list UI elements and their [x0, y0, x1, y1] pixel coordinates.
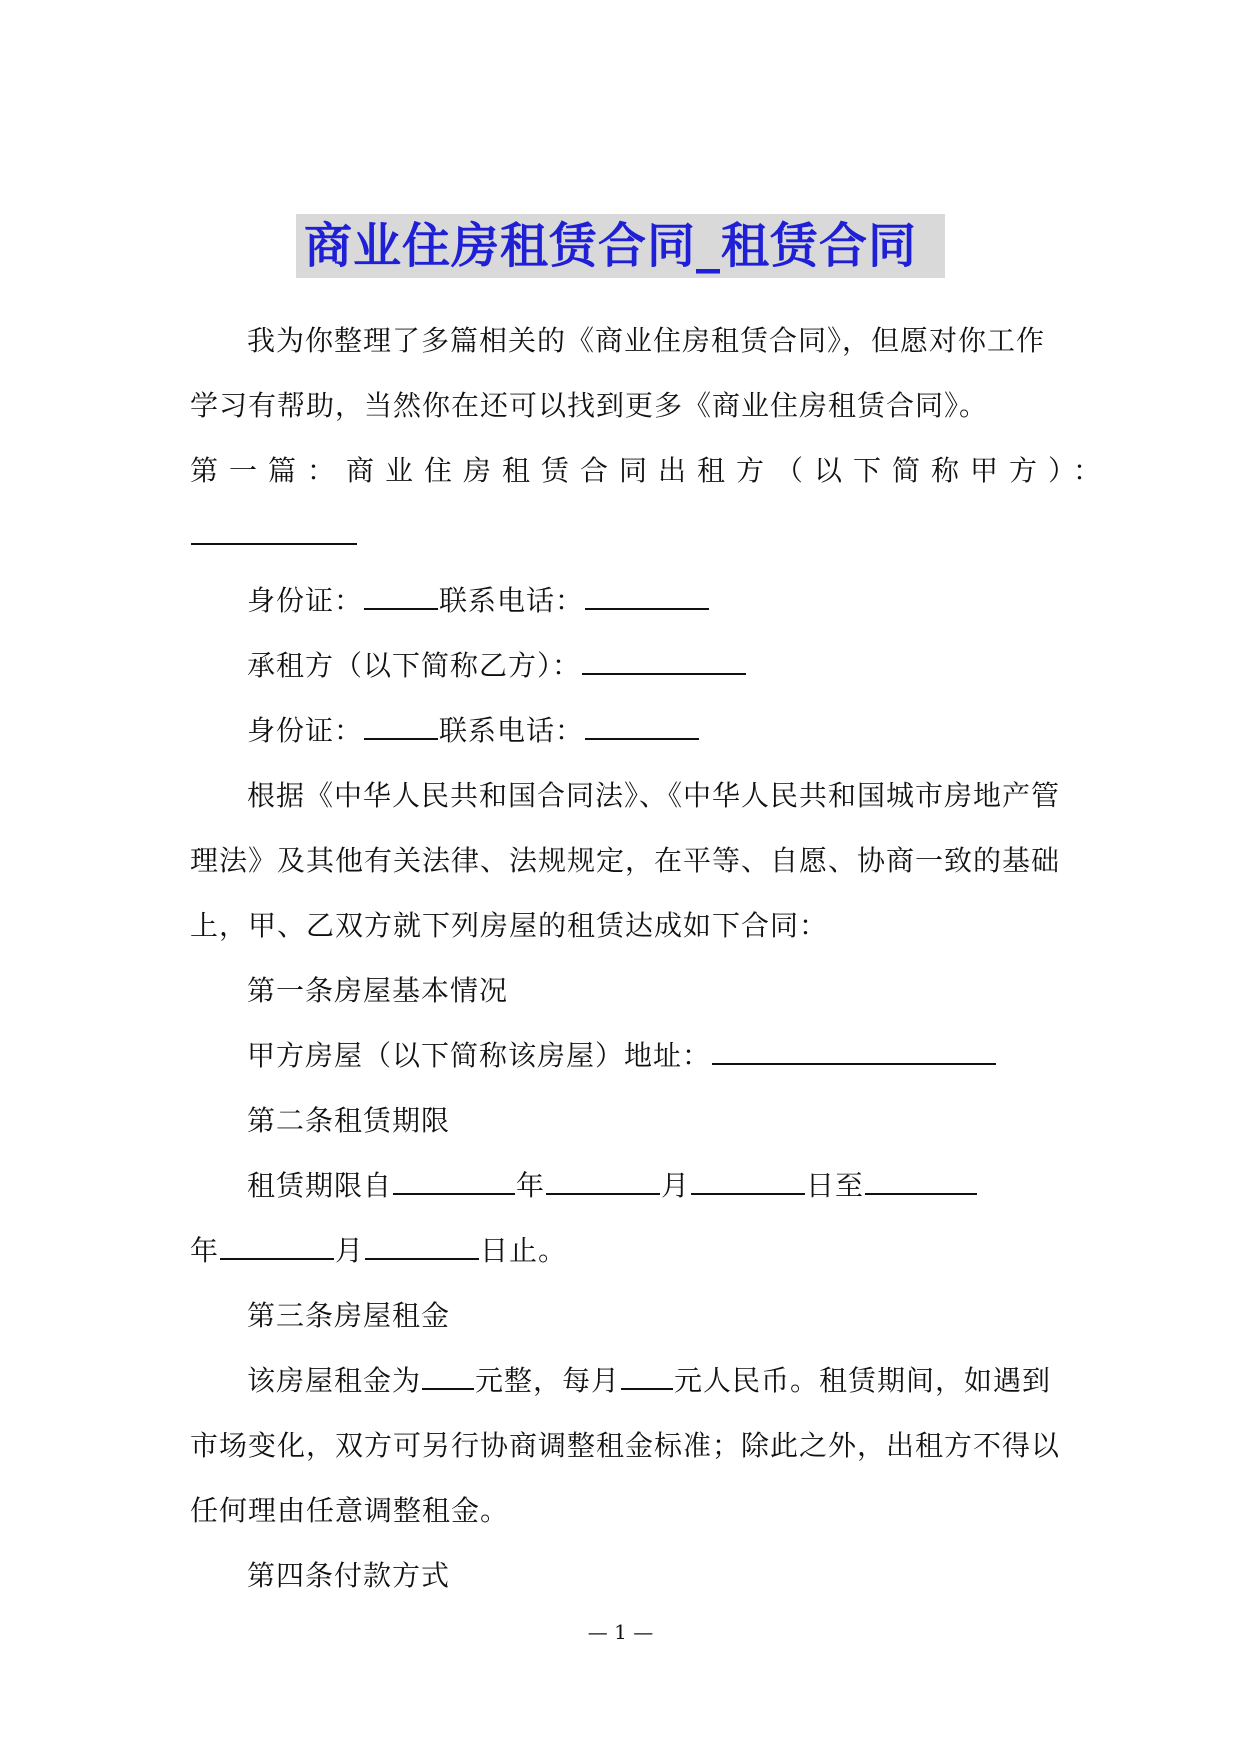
rent-total-blank — [422, 1356, 474, 1390]
lessee-name-blank — [582, 641, 746, 675]
article2-title-line — [190, 1096, 1058, 1161]
intro-text-2: 学习有帮助，当然你在还可以找到更多《商业住房租赁合同》。 — [190, 389, 989, 422]
basis-text-1: 根据《中华人民共和国合同法》、《中华人民共和国城市房地产管 — [247, 779, 1061, 812]
lessee-id-blank — [364, 706, 438, 740]
document-body — [190, 316, 1113, 1616]
document-title: 商业住房租赁合同_租赁合同 — [296, 214, 945, 278]
lessee-phone-blank — [585, 706, 699, 740]
end-month-blank — [220, 1226, 334, 1260]
intro-line-2 — [190, 381, 1058, 446]
rent-monthly-blank — [621, 1356, 673, 1390]
basis-line-3 — [190, 901, 1058, 966]
end-day-label: 日止。 — [480, 1234, 568, 1267]
end-year-label: 年 — [190, 1234, 220, 1267]
rent-text-a: 该房屋租金为 — [247, 1364, 422, 1397]
intro-line-1 — [190, 316, 1058, 381]
chapter-heading: 第一篇：商业住房租赁合同 — [190, 454, 659, 487]
article4-title: 第四条付款方式 — [247, 1559, 451, 1592]
start-month-blank — [546, 1161, 660, 1195]
address-blank — [712, 1031, 996, 1065]
article3-title: 第三条房屋租金 — [247, 1299, 451, 1332]
start-month-label: 月 — [661, 1169, 691, 1202]
rent-text-2: 市场变化，双方可另行协商调整租金标准；除此之外，出租方不得以 — [190, 1429, 1061, 1462]
basis-text-2: 理法》及其他有关法律、法规规定，在平等、自愿、协商一致的基础 — [190, 844, 1061, 877]
article4-title-line — [190, 1551, 1058, 1616]
term-from-label: 租赁期限自 — [247, 1169, 393, 1202]
lessor-id-label: 身份证： — [247, 584, 364, 617]
chapter-heading-line — [190, 446, 1113, 511]
basis-text-3: 上，甲、乙双方就下列房屋的租赁达成如下合同： — [190, 909, 829, 942]
lessor-phone-label: 联系电话： — [439, 584, 585, 617]
lessor-id-line — [190, 576, 1058, 641]
term-line-1 — [190, 1161, 1058, 1226]
lessee-phone-label: 联系电话： — [439, 714, 585, 747]
basis-line-2 — [190, 836, 1061, 901]
rent-text-3: 任何理由任意调整租金。 — [190, 1494, 510, 1527]
article1-title: 第一条房屋基本情况 — [247, 974, 509, 1007]
page-number: — 1 — — [587, 1620, 654, 1644]
start-day-blank — [691, 1161, 805, 1195]
end-year-blank — [865, 1161, 977, 1195]
article2-title: 第二条租赁期限 — [247, 1104, 451, 1137]
basis-line-1 — [190, 771, 1061, 836]
start-year-label: 年 — [516, 1169, 546, 1202]
end-day-blank — [365, 1226, 479, 1260]
article1-address-line — [190, 1031, 1058, 1096]
lessor-phone-blank — [585, 576, 709, 610]
lessee-id-line — [190, 706, 1058, 771]
rent-line-3 — [190, 1486, 1058, 1551]
rent-text-b: 元整，每月 — [475, 1364, 621, 1397]
article1-title-line — [190, 966, 1058, 1031]
start-year-blank — [393, 1161, 515, 1195]
lessor-name-blank — [191, 511, 357, 545]
lessor-id-blank — [364, 576, 438, 610]
end-month-label: 月 — [335, 1234, 365, 1267]
term-to-label: 日至 — [806, 1169, 865, 1202]
rent-text-c: 元人民币。租赁期间，如遇到 — [674, 1364, 1052, 1397]
lessee-line — [190, 641, 1058, 706]
term-line-2 — [190, 1226, 1058, 1291]
rent-line-2 — [190, 1421, 1061, 1486]
intro-text-1: 我为你整理了多篇相关的《商业住房租赁合同》，但愿对你工作 — [247, 324, 1046, 357]
lessor-blank-line — [190, 511, 1058, 576]
rent-line-1 — [190, 1356, 1058, 1421]
title-wrap — [0, 214, 1241, 278]
lessee-label: 承租方（以下简称乙方）： — [247, 649, 582, 682]
lessee-id-label: 身份证： — [247, 714, 364, 747]
lessor-label: 出租方（以下简称甲方）： — [658, 454, 1113, 487]
article3-title-line — [190, 1291, 1058, 1356]
address-label: 甲方房屋（以下简称该房屋）地址： — [247, 1039, 712, 1072]
